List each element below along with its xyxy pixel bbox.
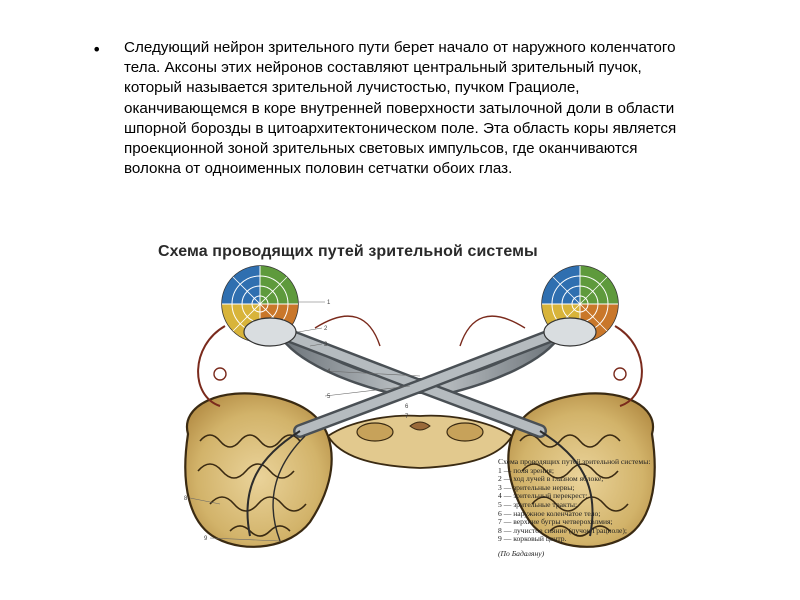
legend-item: 8 — лучистое сияние (пучок Грациоле); [498,525,628,535]
legend-item: 6 — наружное коленчатое тело; [498,508,601,518]
label-number-1: 1 [327,300,331,306]
legend-item: 5 — зрительные тракты; [498,499,578,509]
legend-item: 7 — верхние бугры четверохолмия; [498,517,613,527]
label-number-4: 4 [327,369,331,375]
legend-header: Схема проводящих путей зрительной системы: [498,457,651,466]
legend-source: (По Бадаляну) [498,548,545,558]
label-number-7: 7 [405,414,409,420]
label-number-8: 8 [184,496,188,502]
figure-legend [498,458,688,559]
bullet-point: • [92,40,102,59]
label-number-6: 6 [405,404,409,410]
figure-title: Схема проводящих путей зрительной системы [158,243,538,260]
label-number-2: 2 [324,326,328,332]
slide-body-text: Следующий нейрон зрительного пути берет начало от наружного коленчатого тела. Аксоны этих нейронов составляют центральный зрительный пучок, который называется зрительной лучистостью, пучком Грациоле, оканчивающемся в коре внутренней поверхности затылочной доли в области шпорной борозды в цитоархитектоническом поле. Эта область коры является проекционной зоной зрительных световых импульсов, где оканчиваются волокна от одноименных половин сетчатки обоих глаз. [124,39,677,178]
legend-item: 3 — зрительные нервы; [498,482,575,492]
legend-item: 1 — поля зрения; [498,465,555,475]
label-number-9: 9 [204,536,208,542]
legend-item: 2 — ход лучей в глазном яблоке; [498,474,604,484]
label-number-5: 5 [327,394,331,400]
label-number-3: 3 [324,342,328,348]
legend-item: 4 — зрительный перекрест; [498,491,588,501]
legend-item: 9 — корковый центр. [498,534,567,544]
